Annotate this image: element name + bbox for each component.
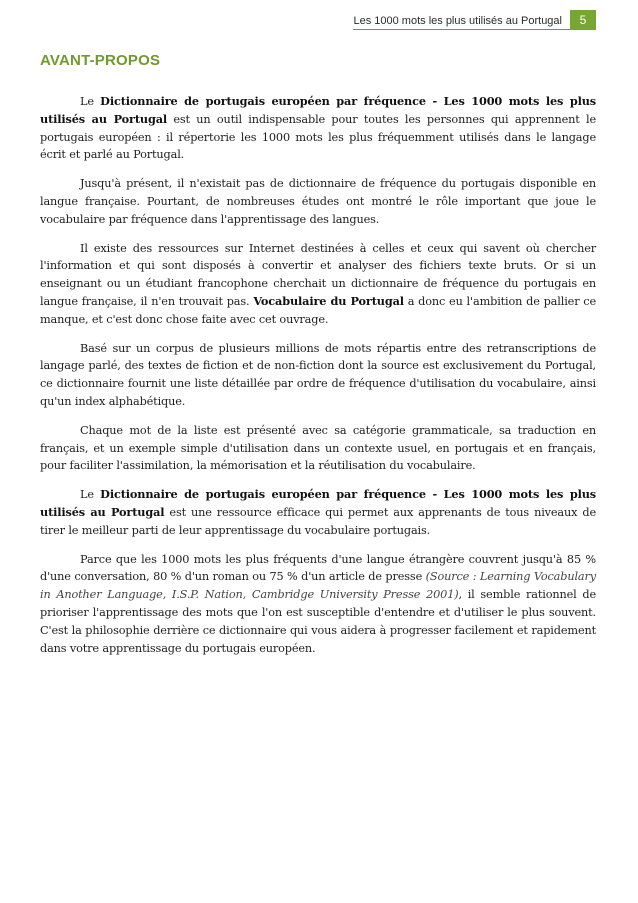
page-number: 5 <box>570 10 596 30</box>
paragraph: Jusqu'à présent, il n'existait pas de dictionnaire de fréquence du portugais disponible en langue française. Pourtant, de nombreuses études ont montré le rôle important que joue le vocabulaire par fréquence dans l'apprentissage des langues. <box>40 177 596 226</box>
paragraph: Chaque mot de la liste est présenté avec sa catégorie grammaticale, sa traduction en français, et un exemple simple d'utilisation dans un contexte usuel, en portugais et en français, pour faciliter l'assimilation, la mémorisation et la réutilisation du vocabulaire. <box>40 423 596 473</box>
paragraph: Parce que les 1000 mots les plus fréquents d'une langue étrangère couvrent jusqu'à 85 % d'une conversation, 80 % d'un roman ou 75 % d'un article de presse (Source : Learning Vocabulary in Another Language, I.S.P. Nation, Cambridge University Presse 2001), il semble rationnel de prioriser l'apprentissage des mots que l'on est susceptible d'entendre et d'utiliser le plus souvent. C'est la philosophie derrière ce dictionnaire qui vous aidera à progresser facilement et rapidement dans votre apprentissage du portugais européen. <box>40 552 596 655</box>
paragraph: Le Dictionnaire de portugais européen par fréquence - Les 1000 mots les plus utilisés au Portugal est une ressource efficace qui permet aux apprenants de tous niveaux de tirer le meilleur parti de leur apprentissage du vocabulaire portugais. <box>40 487 596 537</box>
running-title: Les 1000 mots les plus utilisés au Portugal <box>353 10 570 30</box>
page-title: AVANT-PROPOS <box>40 52 161 69</box>
book-title-bold: Dictionnaire de portugais européen par fréquence - Les 1000 mots les plus utilisés au Portugal <box>40 487 596 519</box>
page-header <box>40 10 596 30</box>
paragraph: Il existe des ressources sur Internet destinées à celles et ceux qui savent où chercher l'information et qui sont disposés à convertir et analyser des fichiers texte bruts. Or si un enseignant ou un étudiant francophone cherchait un dictionnaire de fréquence du portugais en langue française, il n'en trouvait pas. Vocabulaire du Portugal a donc eu l'ambition de pallier ce manque, et c'est donc chose faite avec cet ouvrage. <box>40 241 597 326</box>
brand-bold: Vocabulaire du Portugal <box>253 293 404 308</box>
source-citation: (Source : Learning Vocabulary in Another Language, I.S.P. Nation, Cambridge University Presse 2001) <box>40 570 596 602</box>
body-text <box>40 93 596 668</box>
paragraph: Basé sur un corpus de plusieurs millions de mots répartis entre des retranscriptions de langage parlé, des textes de fiction et de non-fiction dont la source est exclusivement du Portugal, ce dictionnaire fournit une liste détaillée par ordre de fréquence d'utilisation du vocabulaire, ainsi qu'un index alphabétique. <box>40 341 596 408</box>
book-title-bold: Dictionnaire de portugais européen par fréquence - Les 1000 mots les plus utilisés au Portugal <box>40 94 596 126</box>
paragraph: Le Dictionnaire de portugais européen par fréquence - Les 1000 mots les plus utilisés au Portugal est un outil indispensable pour toutes les personnes qui apprennent le portugais européen : il répertorie les 1000 mots les plus fréquemment utilisés dans le langage écrit et parlé au Portugal. <box>40 94 597 162</box>
